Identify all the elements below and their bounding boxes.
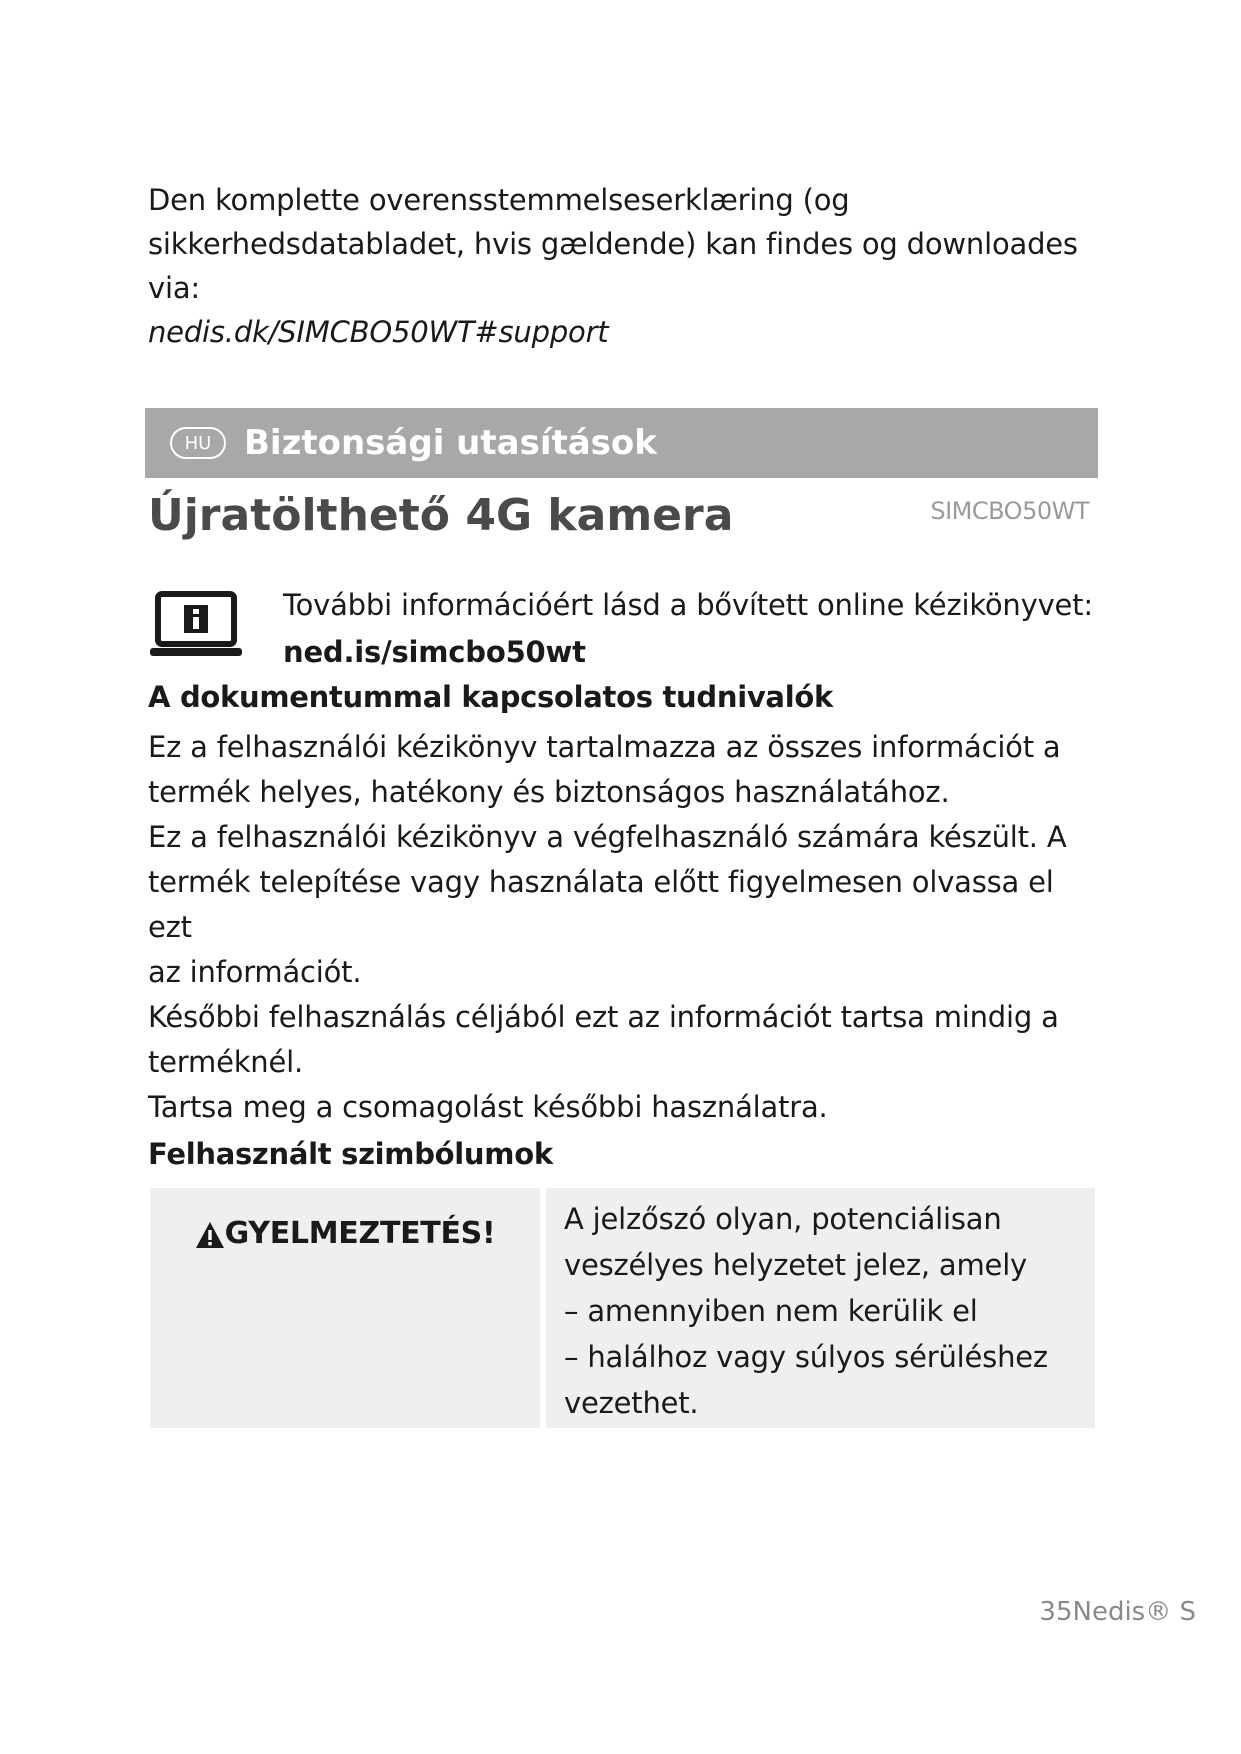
intro-line: sikkerhedsdatabladet, hvis gældende) kan findes og downloades bbox=[148, 227, 1078, 261]
symbol-description-line: vezethet. bbox=[564, 1386, 699, 1420]
intro-line: Den komplette overensstemmelseserklæring (og bbox=[148, 183, 850, 217]
intro-text bbox=[148, 178, 1098, 354]
laptop-info-icon bbox=[148, 590, 244, 662]
online-manual-info bbox=[283, 582, 1093, 676]
symbol-description-line: A jelzőszó olyan, potenciálisan bbox=[564, 1202, 1002, 1236]
document-info-line: terméknél. bbox=[148, 1045, 304, 1079]
language-badge: HU bbox=[170, 427, 226, 459]
section-title: Biztonsági utasítások bbox=[244, 423, 657, 463]
product-title: Újratölthető 4G kamera bbox=[148, 490, 734, 541]
symbol-description-line: veszélyes helyzetet jelez, amely bbox=[564, 1248, 1028, 1282]
section-header-bar bbox=[145, 408, 1098, 478]
document-info-line: Későbbi felhasználás céljából ezt az információt tartsa mindig a bbox=[148, 1000, 1059, 1034]
page-footer: 35Nedis® S bbox=[1039, 1597, 1196, 1627]
document-info-line: Ez a felhasználói kézikönyv tartalmazza az összes információt a bbox=[148, 730, 1061, 764]
symbols-table bbox=[150, 1188, 1095, 1428]
symbol-description-cell bbox=[546, 1188, 1095, 1428]
document-info-line: az információt. bbox=[148, 955, 362, 989]
document-info-heading: A dokumentummal kapcsolatos tudnivalók bbox=[148, 680, 833, 714]
model-code: SIMCBO50WT bbox=[930, 497, 1089, 525]
online-manual-link[interactable]: ned.is/simcbo50wt bbox=[283, 635, 586, 669]
warning-label-wrapper bbox=[195, 1216, 496, 1428]
online-manual-text: További információért lásd a bővített online kézikönyvet: bbox=[283, 588, 1093, 622]
document-info-line: Ez a felhasználói kézikönyv a végfelhasználó számára készült. A bbox=[148, 820, 1067, 854]
symbol-description-line: – amennyiben nem kerülik el bbox=[564, 1294, 978, 1328]
warning-triangle-icon bbox=[195, 1221, 225, 1249]
document-info-line: termék telepítése vagy használata előtt figyelmesen olvassa el ezt bbox=[148, 865, 1054, 944]
document-info-line: termék helyes, hatékony és biztonságos használatához. bbox=[148, 775, 950, 809]
warning-label: GYELMEZTETÉS! bbox=[224, 1216, 496, 1251]
support-url[interactable]: nedis.dk/SIMCBO50WT#support bbox=[148, 315, 609, 349]
document-info-line: Tartsa meg a csomagolást későbbi használatra. bbox=[148, 1090, 828, 1124]
symbol-description-line: – halálhoz vagy súlyos sérüléshez bbox=[564, 1340, 1048, 1374]
symbol-cell bbox=[150, 1188, 540, 1428]
symbols-heading: Felhasznált szimbólumok bbox=[148, 1137, 553, 1171]
intro-line: via: bbox=[148, 271, 200, 305]
document-info-body bbox=[148, 725, 1098, 1130]
